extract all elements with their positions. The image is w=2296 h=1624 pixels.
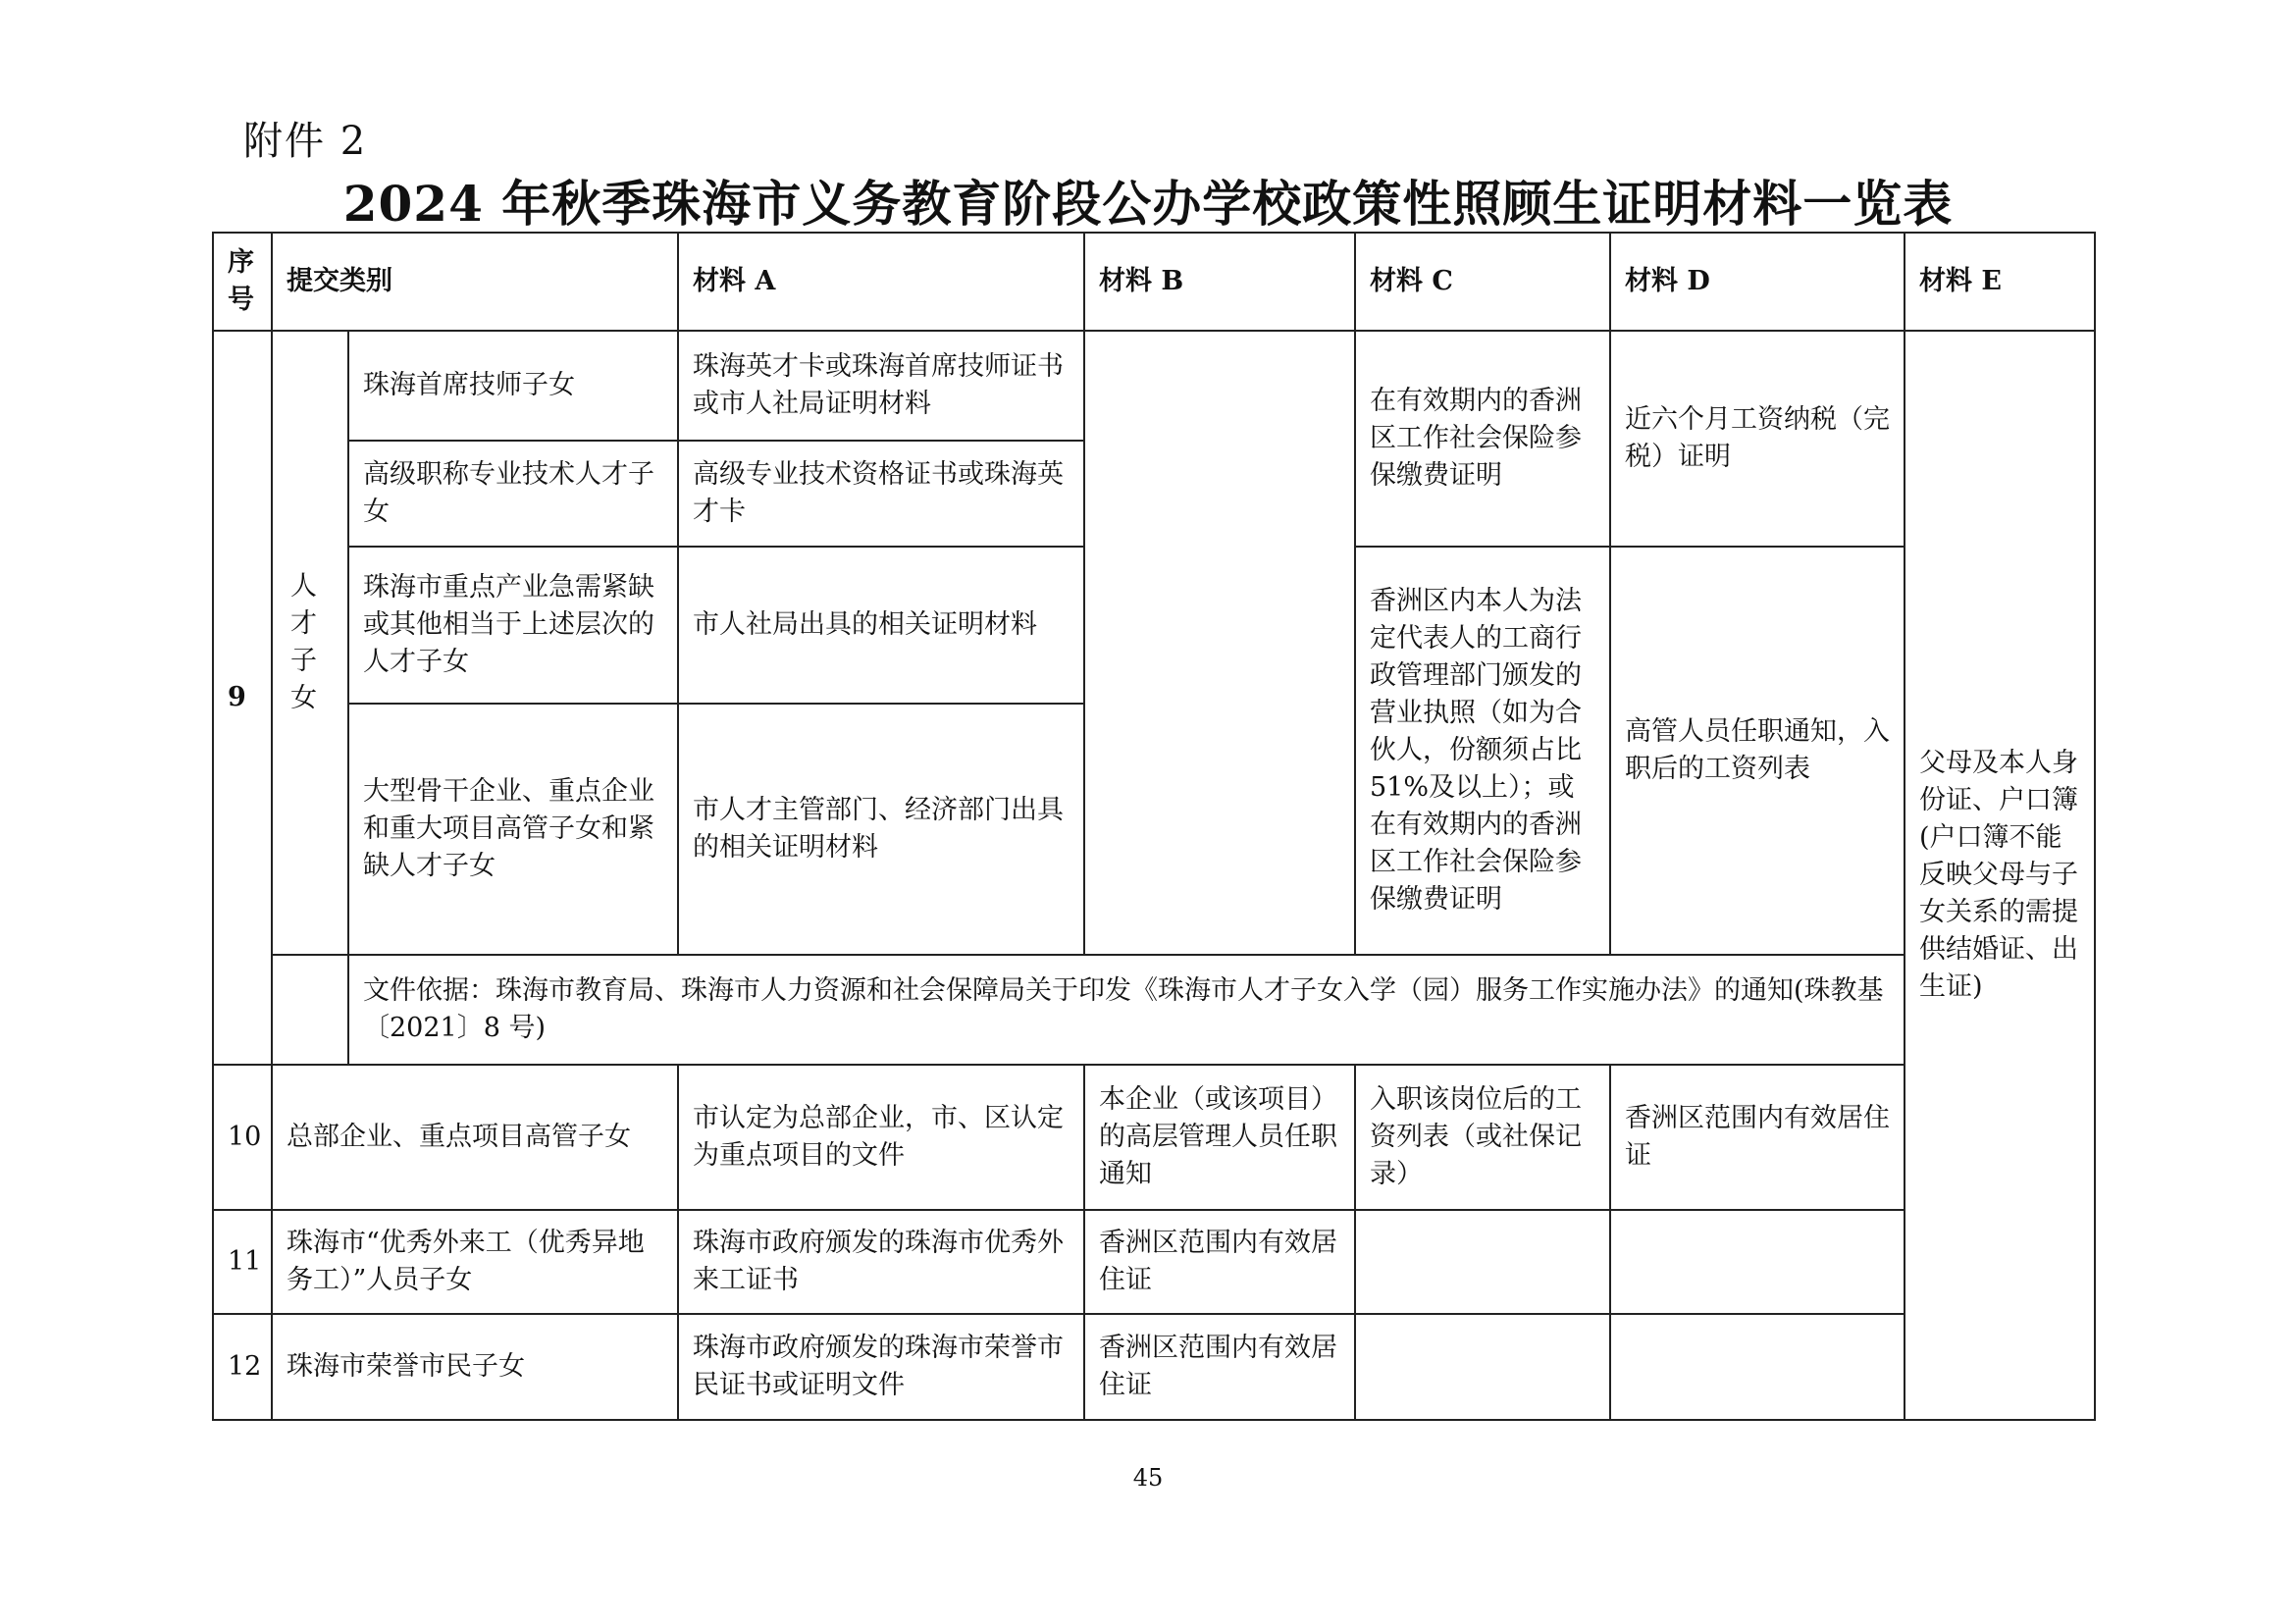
row-9-sub-1-label: 珠海首席技师子女 <box>348 331 678 441</box>
row-12-seq: 12 <box>213 1314 272 1420</box>
row-11-category: 珠海市“优秀外来工（优秀异地务工）”人员子女 <box>272 1210 678 1314</box>
row-10-category: 总部企业、重点项目高管子女 <box>272 1065 678 1210</box>
header-material-b: 材料 B <box>1084 233 1355 331</box>
row-9-material-c-1: 在有效期内的香洲区工作社会保险参保缴费证明 <box>1355 331 1610 547</box>
row-10-material-c: 入职该岗位后的工资列表（或社保记录） <box>1355 1065 1610 1210</box>
page-number: 45 <box>1132 1464 1164 1492</box>
row-9-sub-3-label: 珠海市重点产业急需紧缺或其他相当于上述层次的人才子女 <box>348 547 678 704</box>
row-10-material-b: 本企业（或该项目）的高层管理人员任职通知 <box>1084 1065 1355 1210</box>
row-9-basis-spacer <box>272 955 348 1065</box>
row-9-sub-4-label: 大型骨干企业、重点企业和重大项目高管子女和紧缺人才子女 <box>348 704 678 955</box>
row-9-sub-4-material-a: 市人才主管部门、经济部门出具的相关证明材料 <box>678 704 1084 955</box>
row-11-material-d <box>1610 1210 1905 1314</box>
row-9-seq: 9 <box>213 331 272 1065</box>
header-material-a: 材料 A <box>678 233 1084 331</box>
row-12-category: 珠海市荣誉市民子女 <box>272 1314 678 1420</box>
table-row <box>213 1314 2095 1420</box>
row-9-document-basis: 文件依据：珠海市教育局、珠海市人力资源和社会保障局关于印发《珠海市人才子女入学（园）服务工作实施办法》的通知(珠教基〔2021〕8 号) <box>348 955 1905 1065</box>
table-row <box>213 955 2095 1065</box>
header-seq: 序号 <box>213 233 272 331</box>
attachment-label: 附件 2 <box>243 119 368 164</box>
row-12-material-b: 香洲区范围内有效居住证 <box>1084 1314 1355 1420</box>
row-9-sub-3-material-a: 市人社局出具的相关证明材料 <box>678 547 1084 704</box>
table-row <box>213 1210 2095 1314</box>
row-11-seq: 11 <box>213 1210 272 1314</box>
row-9-material-d-2: 高管人员任职通知，入职后的工资列表 <box>1610 547 1905 955</box>
table-header-row <box>213 233 2095 331</box>
row-9-sub-2-material-a: 高级专业技术资格证书或珠海英才卡 <box>678 441 1084 547</box>
row-12-material-c <box>1355 1314 1610 1420</box>
row-9-material-d-1: 近六个月工资纳税（完税）证明 <box>1610 331 1905 547</box>
row-9-material-c-2: 香洲区内本人为法定代表人的工商行政管理部门颁发的营业执照（如为合伙人，份额须占比 51%及以上）；或在有效期内的香洲区工作社会保险参保缴费证明 <box>1355 547 1610 955</box>
row-10-seq: 10 <box>213 1065 272 1210</box>
page-title: 2024 年秋季珠海市义务教育阶段公办学校政策性照顾生证明材料一览表 <box>342 175 1954 233</box>
header-material-d: 材料 D <box>1610 233 1905 331</box>
row-11-material-c <box>1355 1210 1610 1314</box>
row-12-material-d <box>1610 1314 1905 1420</box>
materials-table <box>212 232 2096 1421</box>
row-10-material-a: 市认定为总部企业，市、区认定为重点项目的文件 <box>678 1065 1084 1210</box>
table-row <box>213 331 2095 441</box>
header-material-e: 材料 E <box>1905 233 2095 331</box>
row-9-material-b <box>1084 331 1355 955</box>
table-row <box>213 1065 2095 1210</box>
row-9-sub-1-material-a: 珠海英才卡或珠海首席技师证书或市人社局证明材料 <box>678 331 1084 441</box>
material-e-shared: 父母及本人身份证、户口簿(户口簿不能反映父母与子女关系的需提供结婚证、出生证) <box>1905 331 2095 1420</box>
row-11-material-a: 珠海市政府颁发的珠海市优秀外来工证书 <box>678 1210 1084 1314</box>
header-material-c: 材料 C <box>1355 233 1610 331</box>
row-10-material-d: 香洲区范围内有效居住证 <box>1610 1065 1905 1210</box>
row-11-material-b: 香洲区范围内有效居住证 <box>1084 1210 1355 1314</box>
row-9-category: 人才子女 <box>272 331 348 955</box>
header-category: 提交类别 <box>272 233 678 331</box>
row-12-material-a: 珠海市政府颁发的珠海市荣誉市民证书或证明文件 <box>678 1314 1084 1420</box>
row-9-sub-2-label: 高级职称专业技术人才子女 <box>348 441 678 547</box>
